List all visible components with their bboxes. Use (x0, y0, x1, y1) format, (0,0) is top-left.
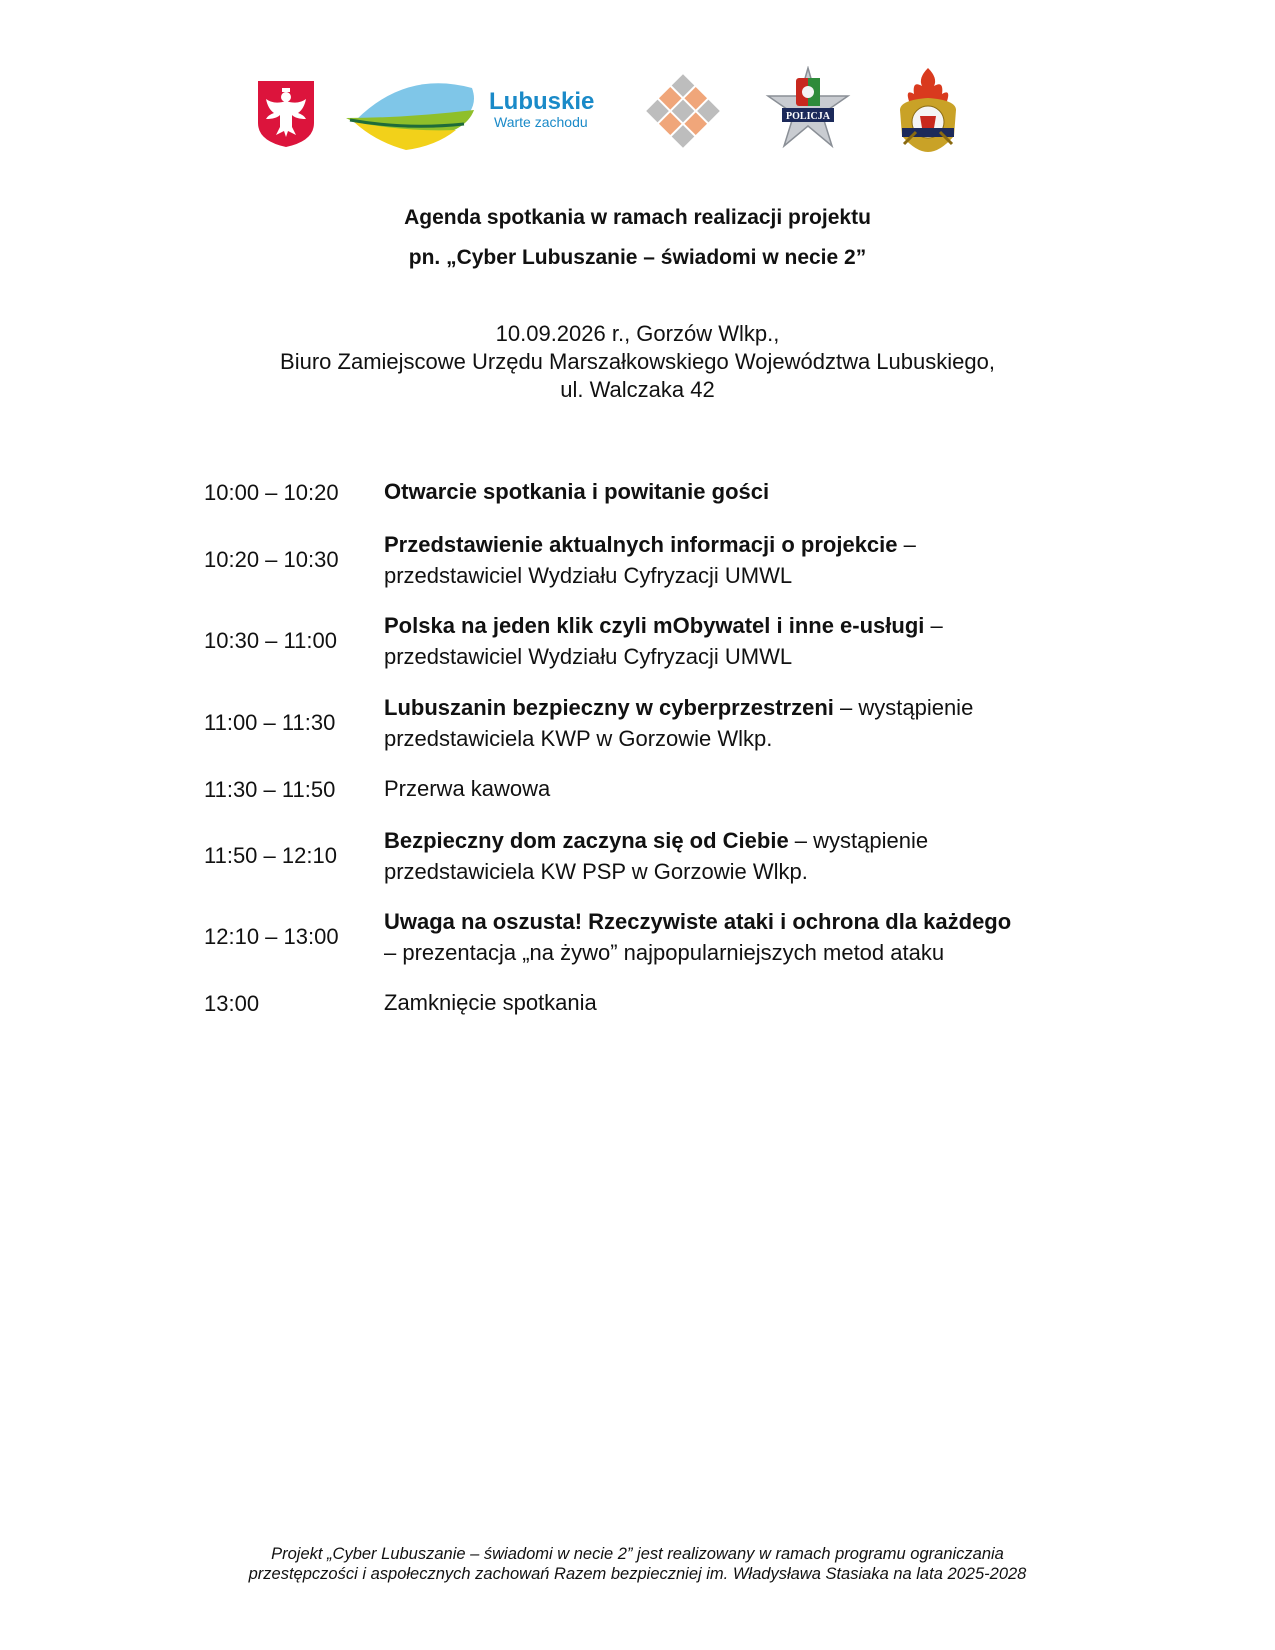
lubuskie-name: Lubuskie (489, 88, 595, 115)
agenda-time: 11:00 – 11:30 (204, 710, 336, 735)
agenda-item-title: Otwarcie spotkania i powitanie gości (384, 479, 770, 504)
meeting-address: ul. Walczaka 42 (560, 377, 715, 402)
agenda-item (384, 825, 1084, 887)
agenda-item-rest: Zamknięcie spotkania (384, 990, 597, 1015)
agenda-item-title: Polska na jeden klik czyli mObywatel i inne e-usługi (384, 613, 925, 638)
polish-emblem-logo (256, 79, 316, 149)
agenda-item-speaker: przedstawiciela KW PSP w Gorzowie Wlkp. (384, 859, 808, 884)
agenda-time: 11:30 – 11:50 (204, 777, 336, 802)
logo-bar (0, 66, 1275, 161)
lubuskie-tagline: Warte zachodu (494, 114, 588, 130)
agenda-item (384, 692, 1084, 754)
meeting-date-place: 10.09.2026 r., Gorzów Wlkp., (495, 321, 780, 346)
fire-service-logo (894, 66, 962, 154)
agenda-item-rest: – (897, 532, 916, 557)
agenda-item (384, 529, 1084, 591)
agenda-item (384, 987, 1084, 1018)
footer-line2: przestępczości i aspołecznych zachowań Razem bezpieczniej im. Władysława Stasiaka na lata 2025-2028 (248, 1565, 1027, 1583)
agenda-time: 10:20 – 10:30 (204, 547, 339, 572)
agenda-item-speaker: przedstawiciel Wydziału Cyfryzacji UMWL (384, 563, 793, 588)
lubuskie-swoosh-logo (346, 80, 478, 152)
agenda-time: 10:30 – 11:00 (204, 628, 337, 653)
agenda-item-rest: – (924, 613, 943, 638)
agenda-item-rest: – wystąpienie (833, 695, 974, 720)
agenda-item-speaker: przedstawiciela KWP w Gorzowie Wlkp. (384, 726, 773, 751)
agenda-item-title: Uwaga na oszusta! Rzeczywiste ataki i ochrona dla każdego (384, 909, 1012, 934)
meeting-venue: Biuro Zamiejscowe Urzędu Marszałkowskiego Województwa Lubuskiego, (280, 349, 995, 374)
agenda-item-rest: Przerwa kawowa (384, 776, 551, 801)
agenda-item-title: Przedstawienie aktualnych informacji o projekcie (384, 532, 898, 557)
agenda-time: 11:50 – 12:10 (204, 843, 337, 868)
footer-note (0, 1544, 1275, 1584)
agenda-heading-line2: pn. „Cyber Lubuszanie – świadomi w necie 2” (408, 246, 867, 269)
agenda-item (384, 773, 1084, 804)
agenda-heading-line1: Agenda spotkania w ramach realizacji projektu (404, 206, 871, 229)
agenda-time: 12:10 – 13:00 (204, 924, 339, 949)
police-label: POLICJA (786, 111, 830, 122)
agenda-item-rest: – wystąpienie (788, 828, 929, 853)
program-logo (645, 70, 721, 152)
agenda-time: 10:00 – 10:20 (204, 480, 339, 505)
agenda-item (384, 476, 1084, 507)
agenda-item-speaker: przedstawiciel Wydziału Cyfryzacji UMWL (384, 644, 793, 669)
agenda-item (384, 610, 1084, 672)
agenda-item (384, 906, 1104, 968)
footer-line1: Projekt „Cyber Lubuszanie – świadomi w necie 2” jest realizowany w ramach programu ograniczania (271, 1545, 1004, 1563)
agenda-item-description: – prezentacja „na żywo” najpopularniejszych metod ataku (384, 940, 945, 965)
police-star-logo (764, 66, 852, 156)
agenda-time: 13:00 (204, 991, 260, 1016)
agenda-item-title: Bezpieczny dom zaczyna się od Ciebie (384, 828, 789, 853)
lubuskie-text-logo (489, 90, 594, 130)
agenda-item-title: Lubuszanin bezpieczny w cyberprzestrzeni (384, 695, 834, 720)
